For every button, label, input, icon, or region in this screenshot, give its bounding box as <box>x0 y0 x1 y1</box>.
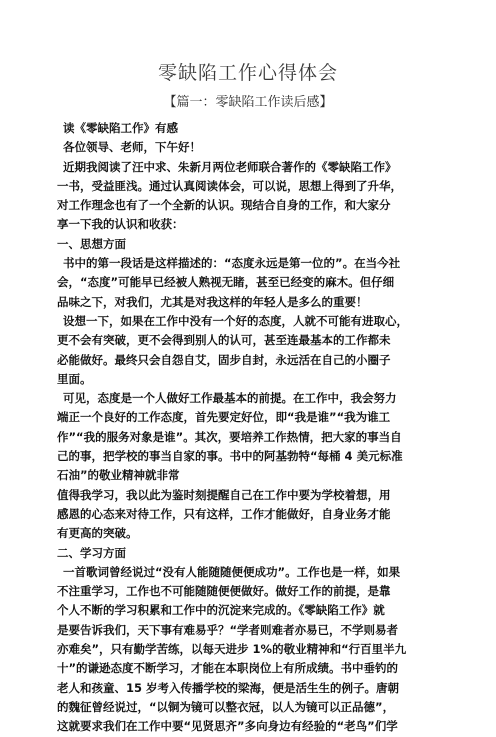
body-text-line: 里面。 <box>57 371 92 386</box>
body-text-line: 一书，受益匪浅。通过认真阅读体会，可以说，思想上得到了升华， <box>57 178 402 193</box>
body-text-line: 值得我学习，我以此为鉴时刻提醒自己在工作中要为学校着想，用 <box>57 487 391 502</box>
body-text-line: 作”“我的服务对象是谁”。其次，要培养工作热情，把大家的事当自 <box>57 429 402 444</box>
body-text-line: 读《零缺陷工作》有感 <box>63 121 178 135</box>
body-text-line: 石油”的敬业精神就非常 <box>57 468 180 483</box>
body-text-line: 这就要求我们在工作中要“见贤思齐”多向身边有经验的“老鸟”们学 <box>57 719 398 734</box>
body-text-line: 十”的谦逊态度不断学习，才能在本职岗位上有所成绩。书中垂钓的 <box>57 661 399 676</box>
body-text-line: 老人和孩童、15 岁考入传播学校的梁海，便是活生生的例子。唐朝 <box>57 680 400 695</box>
body-text-line: 会，“态度”可能早已经被人熟视无睹，甚至已经变的麻木。但仔细 <box>57 275 395 290</box>
body-text-line: 二、学习方面 <box>57 545 126 560</box>
body-text-line: 必能做好。最终只会自怨自艾，固步自封，永远活在自己的小圈子 <box>57 352 391 367</box>
body-text-line: 品味之下，对我们，尤其是对我这样的年轻人是多么的重要！ <box>57 294 368 309</box>
body-text-line: 可见，态度是一个人做好工作最基本的前提。在工作中，我会努力 <box>63 391 397 406</box>
body-text-line: 有更高的突破。 <box>57 526 138 541</box>
document-subtitle: 【篇一：零缺陷工作读后感】 <box>163 95 333 110</box>
body-text-line: 各位领导、老师，下午好！ <box>63 140 201 155</box>
body-text-line: 享一下我的认识和收获： <box>57 217 184 232</box>
document-body <box>57 119 457 737</box>
body-text-line: 不注重学习，工作也不可能随随便便做好。做好工作的前提，是靠 <box>57 584 391 599</box>
body-text-line: 一首歌词曾经说过“没有人能随随便便成功”。工作也是一样，如果 <box>63 564 401 579</box>
body-text-line: 一、思想方面 <box>57 236 126 251</box>
body-text-line: 设想一下，如果在工作中没有一个好的态度，人就不可能有进取心， <box>63 313 408 328</box>
body-text-line: 是要告诉我们，天下事有难易乎？“学者则难者亦易已，不学则易者 <box>57 622 399 637</box>
body-text-line: 书中的第一段话是这样描述的：“态度永远是第一位的”。在当今社 <box>63 256 401 271</box>
body-text-line: 更不会有突破，更不会得到别人的认可，甚至连最基本的工作都未 <box>57 333 391 348</box>
body-text-line: 近期我阅读了汪中求、朱新月两位老师联合著作的《零缺陷工作》 <box>63 159 397 174</box>
document-title: 零缺陷工作心得体会 <box>157 62 338 84</box>
body-text-line: 己的事，把学校的事当自家的事。书中的阿基勃特“每桶 4 美元标准 <box>57 449 403 464</box>
body-text-line: 个人不断的学习积累和工作中的沉淀来完成的。《零缺陷工作》就 <box>57 603 385 618</box>
body-text-line: 感恩的心态来对待工作，只有这样，工作才能做好，自身业务才能 <box>57 506 391 521</box>
body-text-line: 亦难矣”，只有勤学苦练，以每天进步 1%的敬业精神和“行百里半九 <box>57 642 407 657</box>
body-text-line: 端正一个良好的工作态度，首先要定好位，即“我是谁”“我为谁工 <box>57 410 391 425</box>
body-text-line: 对工作理念也有了一个全新的认识。现结合自身的工作，和大家分 <box>57 198 391 213</box>
body-text-line: 的魏征曾经说过，“以铜为镜可以整衣冠，以人为镜可以正品德”， <box>57 699 395 714</box>
